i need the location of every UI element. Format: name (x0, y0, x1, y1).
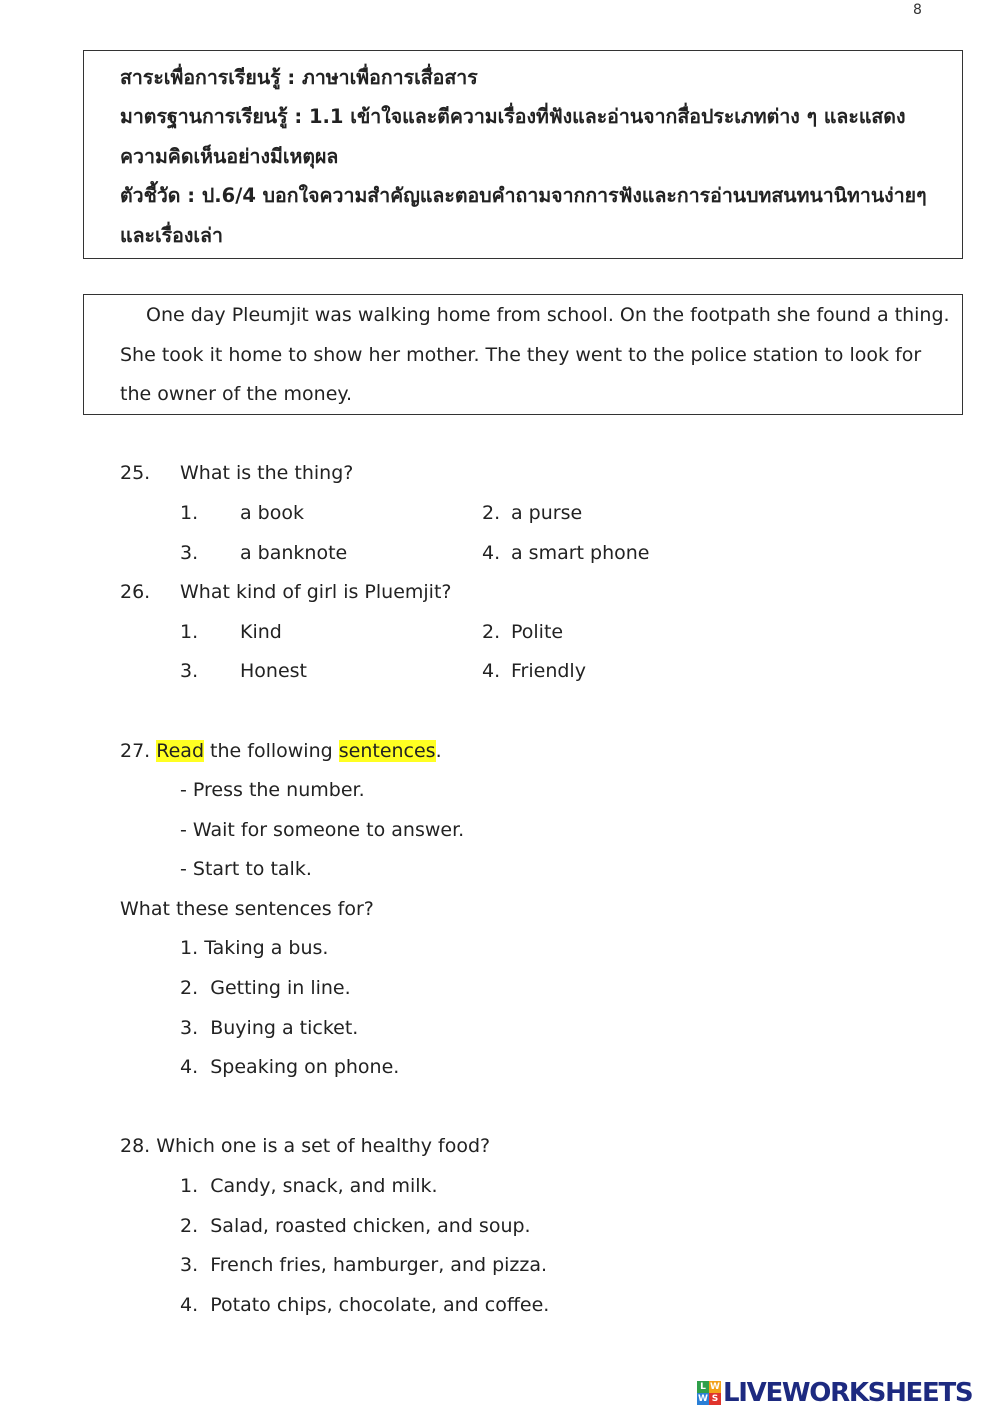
q27-step-1: - Press the number. (180, 779, 365, 801)
logo-mark-tile-4: S (709, 1393, 721, 1405)
q26-option-4[interactable]: Friendly (511, 660, 586, 682)
liveworksheets-logo[interactable] (697, 1378, 997, 1408)
q27-option-1-num: 1. (180, 937, 199, 959)
q25-option-3[interactable]: a banknote (240, 542, 348, 564)
header-indicator: ตัวชี้วัด : ป.6/4 บอกใจความสำคัญและตอบคำถามจากการฟังและการอ่านบทสนทนานิทานง่ายๆ (120, 184, 927, 207)
q25-option-4[interactable]: a smart phone (511, 542, 650, 564)
q25-option-4-num: 4. (482, 542, 501, 564)
q26-question: What kind of girl is Pluemjit? (180, 581, 452, 603)
q27-prompt (120, 739, 442, 763)
q26-number: 26. (120, 581, 151, 603)
page-number: 8 (913, 2, 922, 18)
q28-option-4-num: 4. (180, 1294, 199, 1316)
q25-option-3-num: 3. (180, 542, 199, 564)
q28-option-3[interactable] (180, 1253, 547, 1277)
q27-option-3-num: 3. (180, 1017, 199, 1039)
q28-number: 28. (120, 1135, 151, 1157)
q25-option-2-num: 2. (482, 502, 501, 524)
q27-step-3: - Start to talk. (180, 858, 312, 880)
q25-option-1-num: 1. (180, 502, 199, 524)
header-indicator-cont: และเรื่องเล่า (120, 224, 223, 247)
q26-option-4-num: 4. (482, 660, 501, 682)
header-standard: มาตรฐานการเรียนรู้ : 1.1 เข้าใจและตีความเรื่องที่ฟังและอ่านจากสื่อประเภทต่าง ๆ และแสดง (120, 105, 906, 128)
logo-mark-tile-2: W (710, 1382, 720, 1392)
q27-option-1-text: Taking a bus. (204, 937, 329, 959)
highlight-sentences: sentences (338, 740, 436, 762)
q28-option-3-num: 3. (180, 1254, 199, 1276)
highlight-read: Read (156, 740, 205, 762)
q27-option-2-text: Getting in line. (210, 977, 351, 999)
q28-option-4-text: Potato chips, chocolate, and coffee. (210, 1294, 550, 1316)
q26-option-1-num: 1. (180, 621, 199, 643)
q28-option-2-num: 2. (180, 1215, 199, 1237)
q26-option-3[interactable]: Honest (240, 660, 307, 682)
q25-option-2[interactable]: a purse (511, 502, 583, 524)
liveworksheets-logo-icon (697, 1381, 721, 1405)
q27-question: What these sentences for? (120, 898, 374, 920)
passage-line-1: One day Pleumjit was walking home from school. On the footpath she found a thing. (146, 304, 950, 326)
q28-option-1[interactable] (180, 1174, 438, 1198)
q27-option-4-text: Speaking on phone. (210, 1056, 400, 1078)
q25-number: 25. (120, 462, 151, 484)
logo-mark-tile-3: W (698, 1394, 708, 1404)
q28-prompt (120, 1134, 490, 1158)
q26-option-1[interactable]: Kind (240, 621, 282, 643)
q28-question: Which one is a set of healthy food? (156, 1135, 491, 1157)
q27-option-1[interactable] (180, 936, 328, 960)
q28-option-1-text: Candy, snack, and milk. (210, 1175, 438, 1197)
header-strand: สาระเพื่อการเรียนรู้ : ภาษาเพื่อการเสื่อสาร (120, 66, 478, 89)
q27-the-following: the following (204, 740, 339, 762)
q27-option-3[interactable] (180, 1016, 358, 1040)
header-standard-cont: ความคิดเห็นอย่างมีเหตุผล (120, 145, 339, 168)
q27-option-2[interactable] (180, 976, 351, 1000)
q27-option-2-num: 2. (180, 977, 199, 999)
q27-number: 27. (120, 740, 151, 762)
q27-step-2: - Wait for someone to answer. (180, 819, 465, 841)
q26-option-3-num: 3. (180, 660, 199, 682)
q27-period: . (435, 740, 442, 762)
q26-option-2[interactable]: Polite (511, 621, 564, 643)
q28-option-3-text: French fries, hamburger, and pizza. (210, 1254, 548, 1276)
q28-option-1-num: 1. (180, 1175, 199, 1197)
q27-option-3-text: Buying a ticket. (210, 1017, 359, 1039)
q28-option-2-text: Salad, roasted chicken, and soup. (210, 1215, 531, 1237)
passage-line-2: She took it home to show her mother. The they went to the police station to look for (120, 344, 922, 366)
q28-option-4[interactable] (180, 1293, 549, 1317)
logo-mark-tile-1: L (697, 1381, 709, 1393)
q28-option-2[interactable] (180, 1214, 531, 1238)
liveworksheets-logo-text: LIVEWORKSHEETS (723, 1378, 973, 1408)
passage-line-3: the owner of the money. (120, 383, 352, 405)
q26-option-2-num: 2. (482, 621, 501, 643)
q25-option-1[interactable]: a book (240, 502, 304, 524)
q27-option-4-num: 4. (180, 1056, 199, 1078)
q25-question: What is the thing? (180, 462, 354, 484)
q27-option-4[interactable] (180, 1055, 399, 1079)
